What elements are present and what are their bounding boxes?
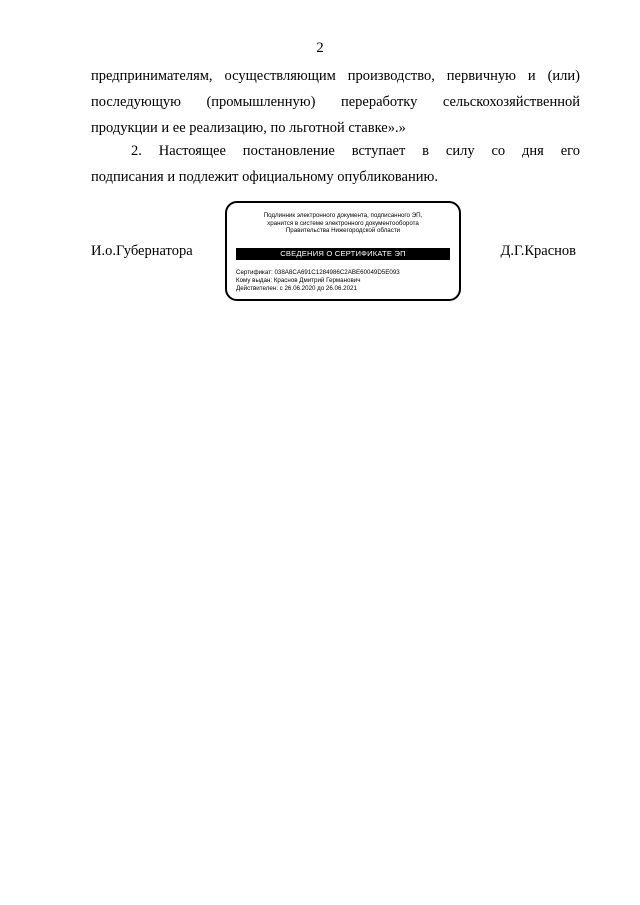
text-line: продукции и ее реализацию, по льготной ставке».» bbox=[91, 120, 406, 136]
stamp-title-bar: СВЕДЕНИЯ О СЕРТИФИКАТЕ ЭП bbox=[236, 248, 450, 260]
stamp-certificate-info bbox=[236, 269, 400, 292]
text-line: подписания и подлежит официальному опубликованию. bbox=[91, 169, 438, 185]
text-line: 2. Настоящее постановление вступает в силу со дня его bbox=[131, 143, 580, 159]
certificate-validity: Действителен: с 26.06.2020 до 26.06.2021 bbox=[236, 284, 357, 292]
certificate-number: Сертификат: 038A8CA691C1284986C2ABE60049D5E093 bbox=[236, 269, 400, 276]
page-number: 2 bbox=[316, 40, 324, 56]
text-line: предпринимателям, осуществляющим производство, первичную и (или) bbox=[91, 68, 580, 84]
stamp-header-line: хранится в системе электронного документооборота bbox=[267, 219, 419, 227]
certificate-owner: Кому выдан: Краснов Дмитрий Германович bbox=[236, 276, 361, 284]
stamp-header-line: Подлинник электронного документа, подписанного ЭП, bbox=[263, 212, 423, 219]
electronic-signature-stamp bbox=[225, 201, 461, 301]
stamp-header-line: Правительства Нижегородской области bbox=[285, 227, 401, 235]
paragraph-effective-date bbox=[91, 138, 580, 190]
signatory-position: И.о.Губернатора bbox=[91, 243, 193, 259]
text-line: последующую (промышленную) переработку сельскохозяйственной bbox=[91, 94, 580, 110]
paragraph-continuation bbox=[91, 63, 580, 141]
stamp-header bbox=[227, 212, 459, 235]
signatory-name: Д.Г.Краснов bbox=[500, 243, 576, 259]
